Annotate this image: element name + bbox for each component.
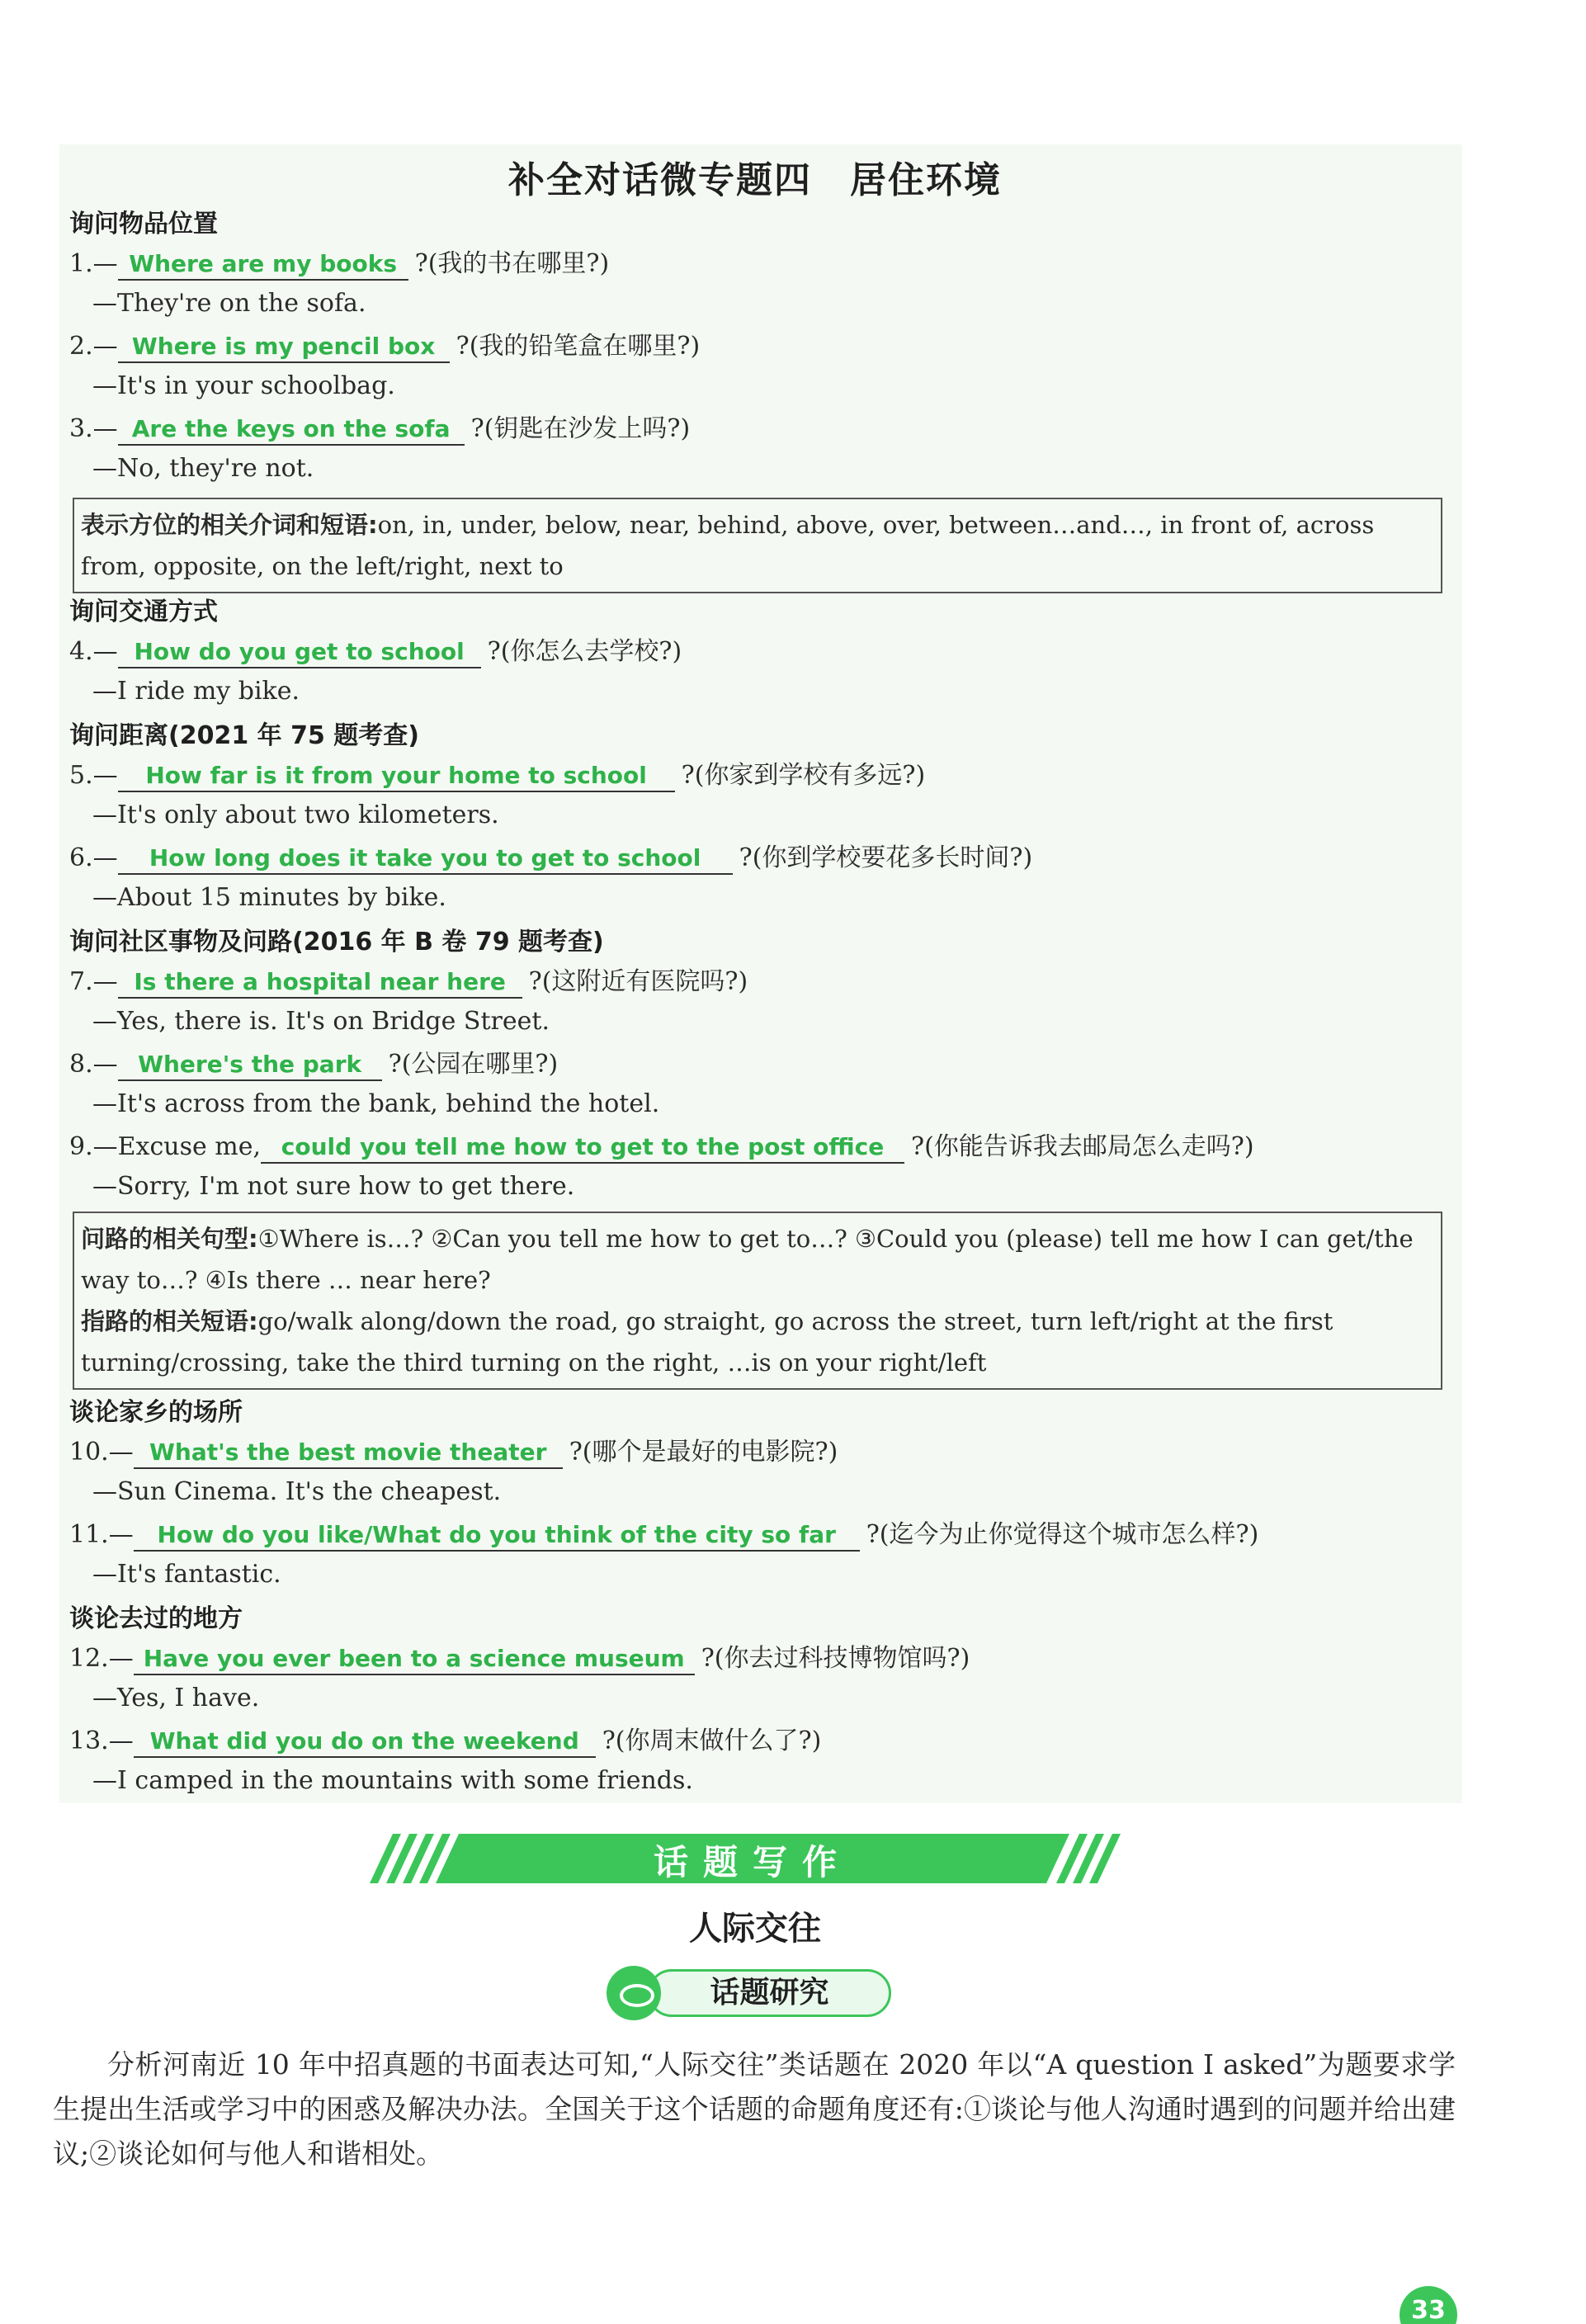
question-number: 6.— [69,843,118,872]
answer-blank: Is there a hospital near here [118,968,522,999]
box-text: go/walk along/down the road, go straight, go across the street, turn left/right at the first turning/crossing, take the third turning on the right, …is on your right/left [81,1307,1333,1377]
question-2 [69,325,700,363]
answer-blank: Where's the park [118,1051,382,1081]
question-13 [69,1720,821,1758]
question-number: 11.— [69,1520,134,1549]
reply-6: —About 15 minutes by bike. [92,883,446,912]
reply-13: —I camped in the mountains with some friends. [92,1766,693,1795]
question-translation: ?(我的书在哪里?) [414,249,610,278]
answer-blank: How long does it take you to get to school [118,844,733,875]
reply-4: —I ride my bike. [92,677,300,706]
answer-blank: Where are my books [118,250,408,281]
page-title: 补全对话微专题四 居住环境 [508,159,1002,201]
question-translation: ?(哪个是最好的电影院?) [569,1438,838,1467]
section-heading: 询问距离(2021 年 75 题考查) [69,721,419,750]
question-translation: ?(公园在哪里?) [388,1050,559,1079]
page-number: 33 [1411,2296,1446,2324]
answer-blank: Where is my pencil box [118,333,450,363]
box-label: 表示方位的相关介词和短语: [81,511,378,539]
question-translation: ?(你家到学校有多远?) [681,761,926,790]
section-heading: 询问社区事物及问路(2016 年 B 卷 79 题考查) [69,928,604,957]
prepositions-box [73,498,1442,593]
box-label: 指路的相关短语: [81,1307,258,1335]
answer-blank: How far is it from your home to school [118,762,675,792]
directions-box [73,1212,1442,1390]
reply-9: —Sorry, I'm not sure how to get there. [92,1172,575,1201]
topic-research-tag [607,1966,895,2017]
question-8 [69,1043,558,1081]
question-translation: ?(迄今为止你觉得这个城市怎么样?) [866,1520,1259,1549]
question-translation: ?(你去过科技博物馆吗?) [701,1644,970,1673]
section-heading: 谈论家乡的场所 [69,1398,243,1427]
reply-5: —It's only about two kilometers. [92,801,499,829]
reply-1: —They're on the sofa. [92,289,366,318]
question-number: 2.— [69,332,118,361]
reply-10: —Sun Cinema. It's the cheapest. [92,1477,502,1506]
question-12 [69,1637,970,1675]
reply-3: —No, they're not. [92,454,314,483]
box-label: 问路的相关句型: [81,1225,258,1253]
reply-12: —Yes, I have. [92,1684,260,1712]
banner-title: 话题写作 [653,1842,852,1882]
question-translation: ?(你怎么去学校?) [487,637,682,666]
question-translation: ?(钥匙在沙发上吗?) [470,414,691,443]
question-translation: ?(你周末做什么了?) [602,1726,822,1755]
question-number: 9.—Excuse me, [69,1132,261,1161]
question-translation: ?(这附近有医院吗?) [528,967,748,996]
answer-blank: How do you get to school [118,638,481,668]
answer-blank: Have you ever been to a science museum [134,1645,695,1675]
reply-2: —It's in your schoolbag. [92,371,395,400]
question-number: 10.— [69,1438,134,1467]
topic-subtitle: 人际交往 [689,1910,821,1948]
question-translation: ?(你能告诉我去邮局怎么走吗?) [911,1132,1254,1161]
reply-11: —It's fantastic. [92,1560,281,1589]
question-9 [69,1126,1254,1164]
topic-writing-banner [381,1830,1124,1887]
question-number: 4.— [69,637,118,666]
question-3 [69,408,690,446]
question-7 [69,961,748,999]
question-10 [69,1431,838,1469]
reply-7: —Yes, there is. It's on Bridge Street. [92,1007,550,1036]
question-6 [69,837,1032,875]
question-11 [69,1514,1258,1552]
question-number: 5.— [69,761,118,790]
answer-blank: What did you do on the weekend [134,1727,596,1758]
reply-8: —It's across from the bank, behind the hotel. [92,1089,660,1118]
analysis-paragraph: 分析河南近 10 年中招真题的书面表达可知,“人际交往”类话题在 2020 年以“A question I asked”为题要求学生提出生活或学习中的困惑及解决办法。全国关于这个话题的命题角度还有:①谈论与他人沟通时遇到的问题并给出建议;②谈论如何与他人和谐相处。 [53,2048,1456,2170]
section-heading: 谈论去过的地方 [69,1604,243,1633]
answer-blank: could you tell me how to get to the post office [261,1133,904,1164]
eye-icon [607,1966,661,2020]
section-heading: 询问物品位置 [69,210,218,239]
question-number: 13.— [69,1726,134,1755]
answer-blank: What's the best movie theater [134,1438,563,1469]
question-number: 1.— [69,249,118,278]
question-number: 12.— [69,1644,134,1673]
question-number: 3.— [69,414,118,443]
question-translation: ?(你到学校要花多长时间?) [739,843,1033,872]
question-4 [69,631,682,668]
question-number: 7.— [69,967,118,996]
question-5 [69,754,925,792]
section-heading: 询问交通方式 [69,598,218,626]
question-translation: ?(我的铅笔盒在哪里?) [456,332,701,361]
question-number: 8.— [69,1050,118,1079]
box-text: ①Where is…? ②Can you tell me how to get to…? ③Could you (please) tell me how I can get/the way to…? ④Is there … near here? [81,1225,1414,1294]
answer-blank: How do you like/What do you think of the city so far [134,1521,860,1552]
box-text: on, in, under, below, near, behind, above, over, between…and…, in front of, across from, opposite, on the left/right, next to [81,511,1375,580]
tag-label: 话题研究 [648,1969,891,2017]
answer-blank: Are the keys on the sofa [118,415,465,446]
question-1 [69,243,609,281]
